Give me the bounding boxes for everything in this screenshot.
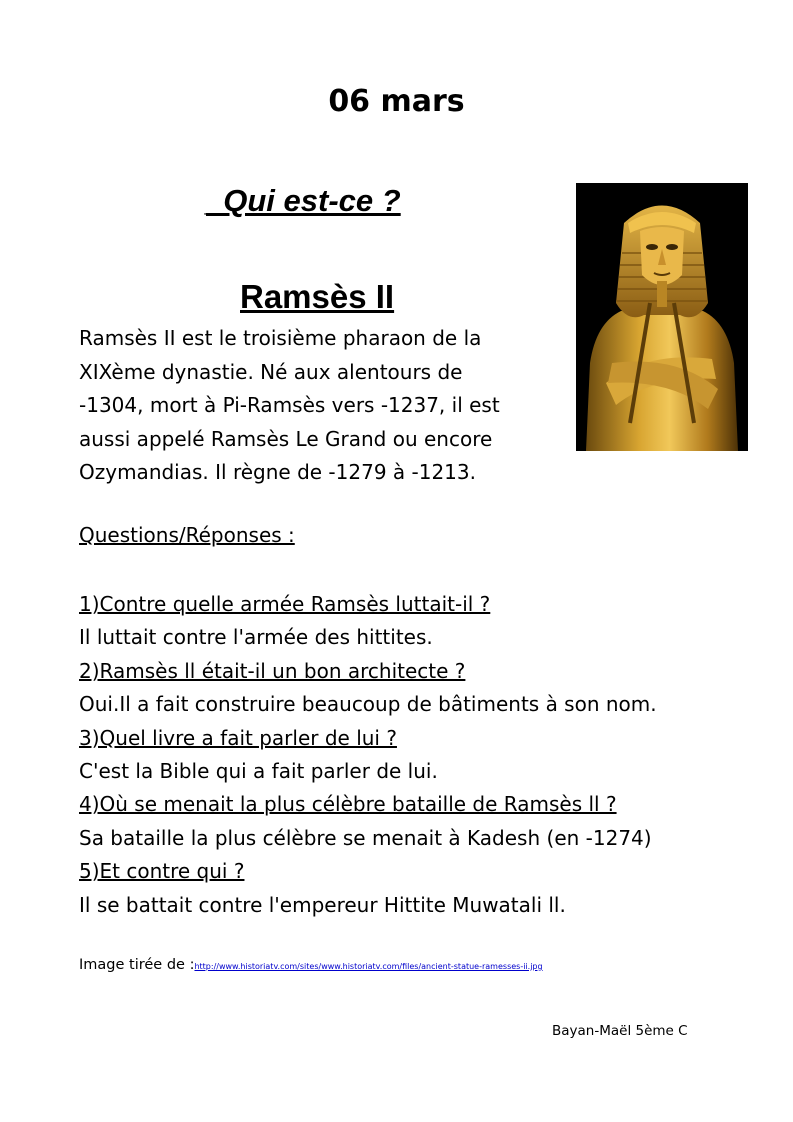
question-title: _Qui est-ce ?	[206, 183, 401, 218]
image-credit-label: Image tirée de :	[79, 957, 195, 973]
author-signature: Bayan-Maël 5ème C	[552, 1023, 688, 1039]
question-3: 3)Quel livre a fait parler de lui ?	[79, 725, 397, 750]
intro-line: Ramsès II est le troisième pharaon de la	[79, 326, 482, 350]
qa-list	[79, 588, 657, 922]
answer-2: Oui.Il a fait construire beaucoup de bâtiments à son nom.	[79, 692, 657, 717]
image-credit	[79, 957, 543, 973]
qa-heading: Questions/Réponses :	[79, 523, 295, 547]
question-1: 1)Contre quelle armée Ramsès luttait-il ?	[79, 592, 491, 616]
intro-line: aussi appelé Ramsès Le Grand ou encore	[79, 426, 493, 451]
document-date: 06 mars	[328, 84, 465, 119]
question-4: 4)Où se menait la plus célèbre bataille de Ramsès ll ?	[79, 792, 617, 817]
subject-name: Ramsès II	[240, 278, 395, 315]
pharaoh-statue-illustration	[576, 183, 748, 451]
intro-line: Ozymandias. Il règne de -1279 à -1213.	[79, 460, 476, 484]
intro-line: -1304, mort à Pi-Ramsès vers -1237, il est	[79, 393, 500, 417]
answer-1: Il luttait contre l'armée des hittites.	[79, 625, 433, 650]
intro-paragraph	[79, 322, 559, 490]
question-5: 5)Et contre qui ?	[79, 859, 245, 884]
answer-5: Il se battait contre l'empereur Hittite Muwatali ll.	[79, 892, 566, 917]
pharaoh-statue-image	[576, 183, 748, 451]
intro-line: XIXème dynastie. Né aux alentours de	[79, 359, 463, 384]
question-2: 2)Ramsès ll était-il un bon architecte ?	[79, 658, 466, 683]
answer-4: Sa bataille la plus célèbre se menait à Kadesh (en -1274)	[79, 825, 652, 850]
image-source-link[interactable]: http://www.historiatv.com/sites/www.historiatv.com/files/ancient-statue-ramesses-ii.jpg	[194, 962, 543, 971]
answer-3: C'est la Bible qui a fait parler de lui.	[79, 759, 438, 784]
